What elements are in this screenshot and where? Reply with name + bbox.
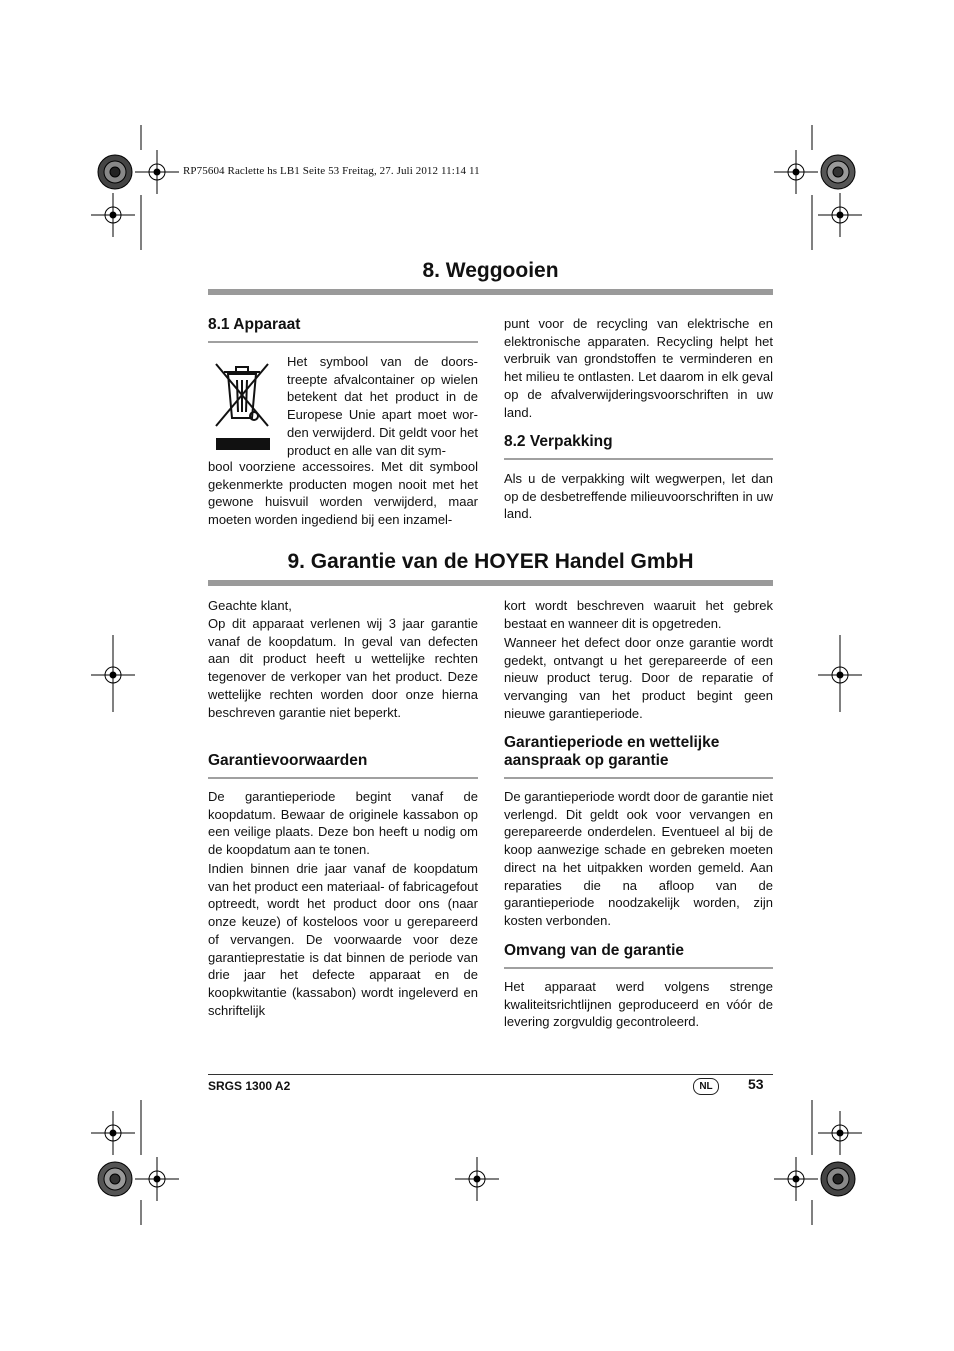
section-9-title: 9. Garantie van de HOYER Handel GmbH xyxy=(287,550,694,573)
footer-rule xyxy=(208,1074,773,1075)
subsection-rule xyxy=(504,777,773,779)
section-8-title: 8. Weggooien xyxy=(422,259,559,282)
subsection-rule xyxy=(504,967,773,969)
scope-text: Het apparaat werd volgens strenge kwaliteitsrichtlijnen geproduceerd en vóór de levering zorgvuldig gecontroleerd. xyxy=(504,979,773,1030)
conditions-p1: De garantieperiode begint vanaf de koopdatum. Bewaar de originele kassabon op een veilige plaats. Deze bon heeft u nodig om de koopdatum aan te tonen. xyxy=(208,789,478,858)
subsection-8-2-title: 8.2 Verpakking xyxy=(504,433,613,450)
apparaat-text-continued: punt voor de recycling van elektrische en elektronische apparaten. Recycling helpt het verbruik van grondstoffen te verminderen en het milieu te ontlasten. Let daarom in elk geval op de afvalverwijderingsvoorschriften in uw land. xyxy=(504,316,773,420)
conditions-p2: Indien binnen drie jaar vanaf de koopdatum van het product een materiaal- of fabricagefout optreedt, wordt het product door ons (naar onze keuze) of kosteloos voor u gerepareerd of vervangen. De voorwaarde voor deze garantieprestatie is dat binnen de periode van drie jaar het defecte apparaat en de koopkwitantie (kassabon) wordt ingeleverd en schriftelijk xyxy=(208,861,478,1018)
conditions-p2-cont: kort wordt beschreven waaruit het gebrek bestaat en wanneer dit is opgetreden. xyxy=(504,598,773,631)
footer-model: SRGS 1300 A2 xyxy=(208,1079,291,1093)
subsection-rule xyxy=(208,777,478,779)
subsection-rule xyxy=(208,341,478,343)
registration-crosshair-icon xyxy=(455,1157,499,1201)
registration-crosshair-icon xyxy=(135,150,179,194)
apparaat-text-wrapped: Het symbool van de doors-treepte afvalcontainer op wielen betekent dat het product in de Europese Unie apart moet wor-den verwijderd. Dit geldt voor het product en alle van dit sym- xyxy=(287,354,478,458)
registration-crosshair-icon xyxy=(774,1157,818,1201)
section-9-divider xyxy=(208,580,773,586)
section-8-divider xyxy=(208,289,773,295)
registration-crosshair-icon xyxy=(818,193,862,237)
color-rosette-icon xyxy=(98,155,132,189)
registration-crosshair-icon xyxy=(135,1157,179,1201)
registration-crosshair-icon xyxy=(818,1111,862,1155)
greeting: Geachte klant, xyxy=(208,598,292,613)
verpakking-text: Als u de verpakking wilt wegwerpen, let dan op de desbetreffende milieuvoorschriften in uw land. xyxy=(504,471,773,522)
language-badge: NL xyxy=(693,1078,719,1095)
registration-crosshair-icon xyxy=(91,1111,135,1155)
registration-crosshair-icon xyxy=(91,193,135,237)
color-rosette-icon xyxy=(821,155,855,189)
page-number: 53 xyxy=(748,1076,764,1092)
crossed-out-wheelie-bin-icon xyxy=(210,356,274,452)
subsection-rule xyxy=(504,458,773,460)
color-rosette-icon xyxy=(821,1162,855,1196)
conditions-p3: Wanneer het defect door onze garantie wordt gedekt, ontvangt u het gerepareerde of een nieuw product terug. Door de reparatie of vervanging van het product begint geen nieuwe garantieperiode. xyxy=(504,635,773,721)
registration-crosshair-icon xyxy=(774,150,818,194)
warranty-intro: Op dit apparaat verlenen wij 3 jaar garantie vanaf de koopdatum. In geval van defecten aan dit product heeft u wettelijke rechten tegenover de verkoper van het product. Deze wettelijke rechten worden door onze hierna beschreven garantie niet beperkt. xyxy=(208,616,478,720)
period-title: Garantieperiode en wettelijke aanspraak op garantie xyxy=(504,734,720,769)
scope-title: Omvang van de garantie xyxy=(504,942,685,959)
period-text: De garantieperiode wordt door de garantie niet verlengd. Dit geldt ook voor vervangen en gerepareerde onderdelen. Eventueel al bij de koop aanwezige schade en gebreken moeten direct na het uitpakken worden gemeld. Aan reparaties die na afloop van de garantieperiode noodzakelijk worden, zijn kosten verbonden. xyxy=(504,789,773,928)
apparaat-text-full: bool voorziene accessoires. Met dit symbool gekenmerkte producten mogen nooit met het gewone huisvuil worden verwijderd, maar moeten worden ingediend bij een inzamel- xyxy=(208,459,478,528)
print-header: RP75604 Raclette hs LB1 Seite 53 Freitag, 27. Juli 2012 11:14 11 xyxy=(183,165,480,177)
subsection-8-1-title: 8.1 Apparaat xyxy=(208,316,301,333)
conditions-title: Garantievoorwaarden xyxy=(208,752,368,769)
color-rosette-icon xyxy=(98,1162,132,1196)
